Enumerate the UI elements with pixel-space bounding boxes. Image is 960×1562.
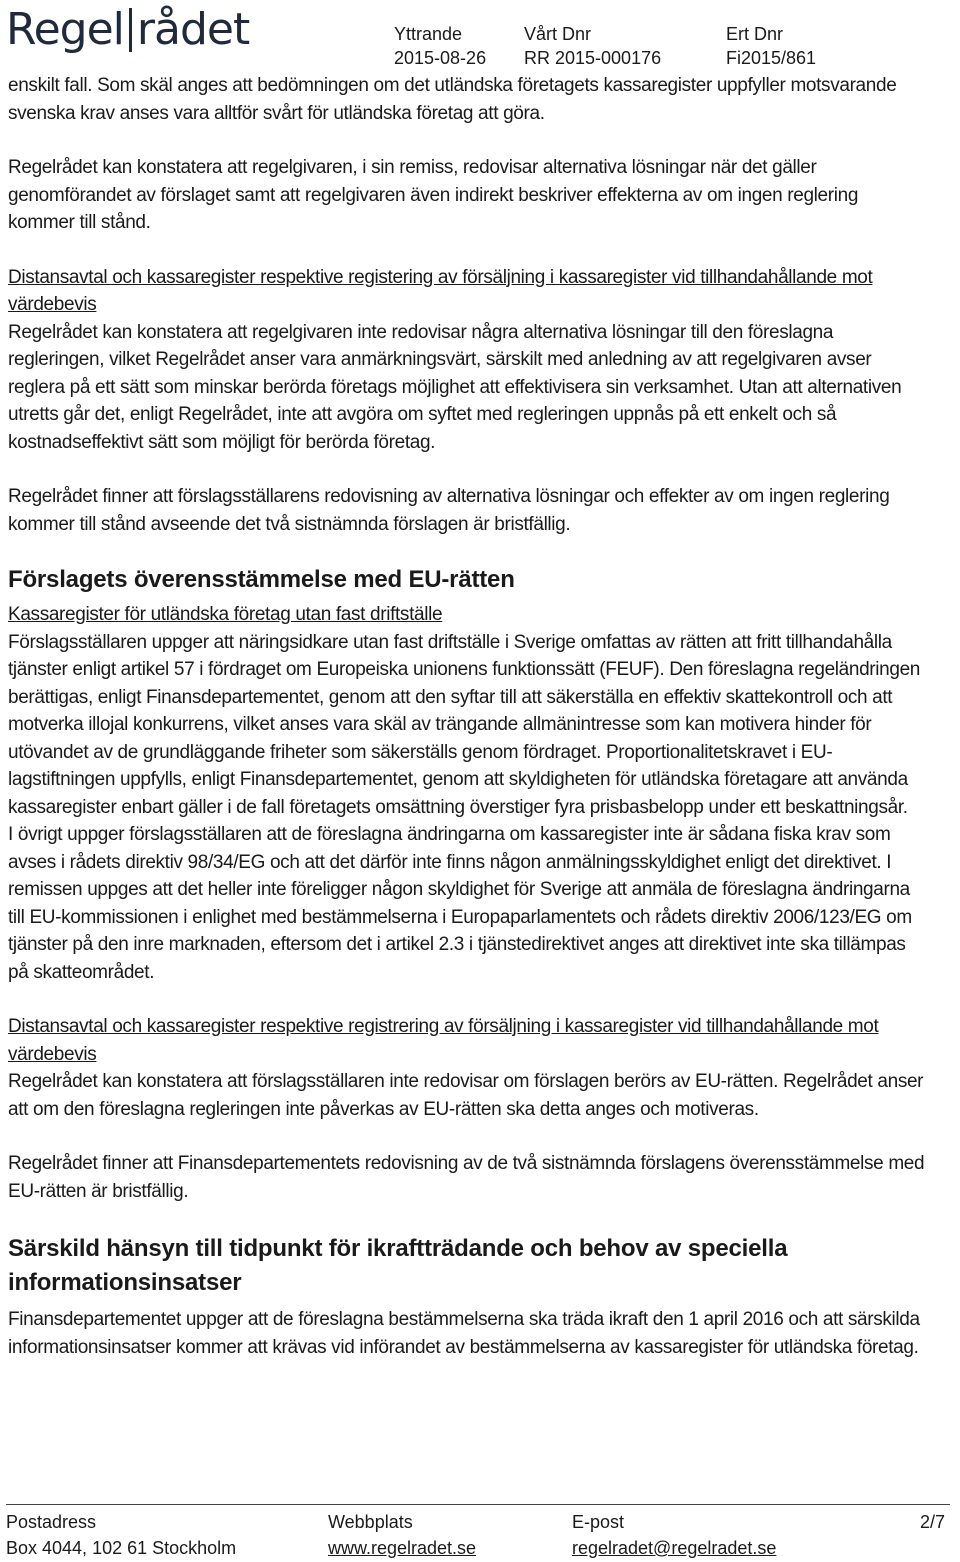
email-link[interactable]: regelradet@regelradet.se <box>572 1538 777 1558</box>
meta-label: Ert Dnr <box>726 24 784 44</box>
footer-postadress <box>6 1509 236 1561</box>
paragraph: Regelrådet finner att Finansdepartementets redovisning av de två sistnämnda förslagens överensstämmelse med EU-rätten är bristfällig. <box>8 1153 925 1202</box>
meta-ert-dnr <box>726 22 816 70</box>
subheading: Distansavtal och kassaregister respektive registrering av försäljning i kassaregister vid tillhandahållande mot värdebevis <box>8 1016 879 1065</box>
logo-text-right: rådet <box>136 4 250 55</box>
page-footer <box>6 1504 950 1558</box>
paragraph: Förslagsställaren uppger att näringsidkare utan fast driftställe i Sverige omfattas av rätten att fritt tillhandahålla tjänster enligt artikel 57 i fördraget om Europeiska unionens funktionssätt (FEUF). Den föreslagna regeländringen berättigas, enligt Finansdepartementet, genom att den syftar till att säkerställa en effektiv skattekontroll och att motverka illojal konkurrens, vilket anses vara skäl av trängande allmänintresse som kan motivera hinder för utövandet av de grundläggande friheter som säkerställs genom fördraget. Proportionalitetskravet i EU-lagstiftningen uppfylls, enligt Finansdepartementet, genom att skyldigheten för utländska företagare att använda kassaregister enbart gäller i de fall företagets omsättning överstiger fyra prisbasbelopp under ett beskattningsår. <box>8 631 921 818</box>
subheading: Kassaregister för utländska företag utan fast driftställe <box>8 604 443 625</box>
footer-webbplats <box>328 1509 476 1561</box>
paragraph: Regelrådet finner att förslagsställarens redovisning av alternativa lösningar och effekter av om ingen reglering kommer till stånd avseende det två sistnämnda förslagen är bristfällig. <box>8 486 890 535</box>
meta-label: Yttrande <box>394 24 463 44</box>
footer-label: E-post <box>572 1512 625 1532</box>
page-header <box>0 0 960 80</box>
subheading: Distansavtal och kassaregister respektive registering av försäljning i kassaregister vid tillhandahållande mot värdebevis <box>8 266 873 315</box>
paragraph: Finansdepartementet uppger att de föreslagna bestämmelserna ska träda ikraft den 1 april 2016 och att särskilda informationsinsatser kommer att krävas vid införandet av bestämmelserna av kassaregister för utländska företag. <box>8 1309 920 1358</box>
paragraph: I övrigt uppger förslagsställaren att de föreslagna ändringarna om kassaregister inte är sådana fiska krav som avses i rådets direktiv 98/34/EG och att det därför inte finns någon anmälningsskyldighet enligt det direktivet. I remissen uppges att det heller inte föreligger någon skyldighet för Sverige att anmäla de föreslagna ändringarna till EU-kommissionen i enlighet med bestämmelserna i Europaparlamentets och rådets direktiv 2006/123/EG om tjänster på den inre marknaden, eftersom det i artikel 2.3 i tjänstedirektivet anges att direktivet inte ska tillämpas på skatteområdet. <box>8 824 912 983</box>
meta-vart-dnr <box>524 22 661 70</box>
website-link[interactable]: www.regelradet.se <box>328 1538 477 1558</box>
footer-label: Webbplats <box>328 1512 413 1532</box>
regelradet-logo <box>6 4 250 55</box>
footer-label: Postadress <box>6 1512 97 1532</box>
paragraph: Regelrådet kan konstatera att förslagsställaren inte redovisar om förslagen berörs av EU-rätten. Regelrådet anser att om den föreslagna regleringen inte påverkas av EU-rätten ska detta anges och motiveras. <box>8 1071 924 1120</box>
section-heading: Förslagets överensstämmelse med EU-rätten <box>8 566 515 593</box>
meta-value: Fi2015/861 <box>726 48 817 68</box>
footer-value: Box 4044, 102 61 Stockholm <box>6 1538 237 1558</box>
footer-epost <box>572 1509 776 1561</box>
logo-divider <box>129 8 132 52</box>
meta-yttrande <box>394 22 486 70</box>
paragraph: Regelrådet kan konstatera att regelgivaren inte redovisar några alternativa lösningar till den föreslagna regleringen, vilket Regelrådet anser vara anmärkningsvärt, särskilt med anledning av att regelgivaren avser reglera på ett sätt som minskar berörda företags möjlighet att effektivisera sin verksamhet. Utan att alternativen utretts går det, enligt Regelrådet, inte att avgöra om syftet med regleringen uppnås på ett enkelt och så kostnadseffektivt sätt som möjligt för berörda företag. <box>8 321 902 453</box>
meta-label: Vårt Dnr <box>524 24 592 44</box>
paragraph: enskilt fall. Som skäl anges att bedömningen om det utländska företagets kassaregister uppfyller motsvarande svenska krav anses vara alltför svårt för utländska företag att göra. <box>8 75 897 124</box>
logo-text-left: Regel <box>6 4 124 55</box>
page-number: 2/7 <box>920 1512 946 1532</box>
meta-value: RR 2015-000176 <box>524 48 662 68</box>
document-body <box>8 72 928 1388</box>
meta-value: 2015-08-26 <box>394 48 487 68</box>
section-heading: Särskild hänsyn till tidpunkt för ikraftträdande och behov av speciella informationsinsatser <box>8 1235 788 1296</box>
paragraph: Regelrådet kan konstatera att regelgivaren, i sin remiss, redovisar alternativa lösningar när det gäller genomförandet av förslaget samt att regelgivaren även indirekt beskriver effekterna av om ingen reglering kommer till stånd. <box>8 157 859 233</box>
